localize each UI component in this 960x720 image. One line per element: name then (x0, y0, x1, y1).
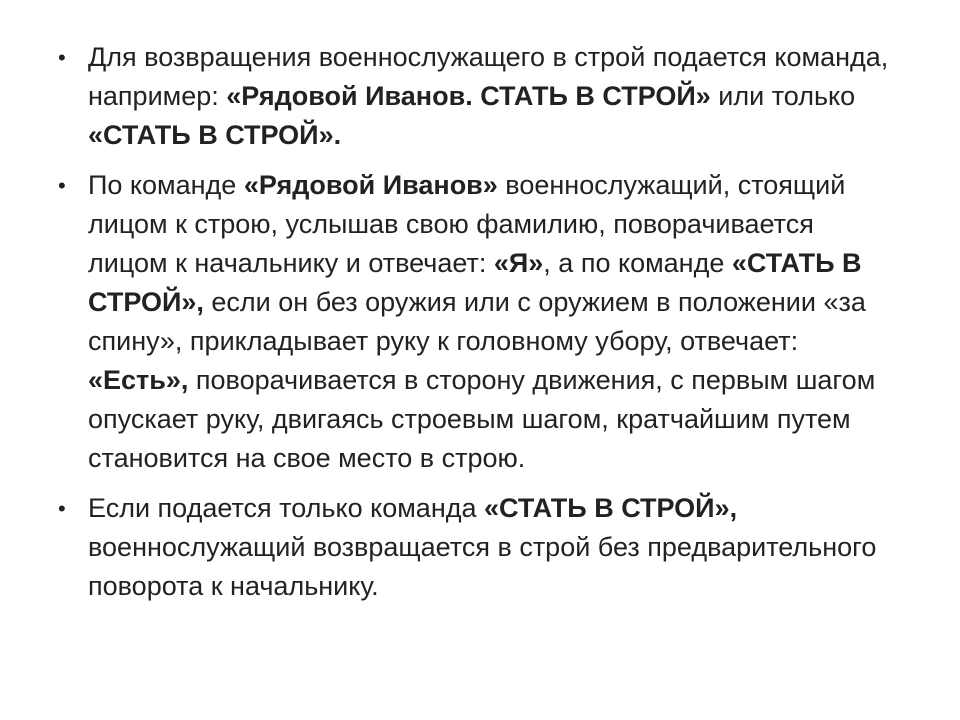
bullet-item (58, 38, 898, 155)
bold-response-text: «Я» (493, 248, 544, 278)
text-segment: По команде (88, 170, 244, 200)
bullet-list (58, 38, 898, 617)
bullet-text (88, 489, 898, 606)
bold-command-text: «СТАТЬ В СТРОЙ», (88, 248, 862, 317)
bold-command-text: «Рядовой Иванов. СТАТЬ В СТРОЙ» (226, 81, 711, 111)
text-segment: Если подается только команда (88, 493, 484, 523)
bullet-item (58, 489, 898, 606)
bullet-text (88, 166, 898, 478)
bullet-item (58, 166, 898, 478)
bullet-marker: • (58, 173, 66, 198)
text-segment: военнослужащий, стоящий лицом к строю, услышав свою фамилию, поворачивается лицом к начальнику и отвечает: (88, 170, 846, 278)
bold-command-text: «СТАТЬ В СТРОЙ». (88, 120, 342, 150)
text-segment: или только (710, 81, 856, 111)
bold-command-text: «СТАТЬ В СТРОЙ», (484, 493, 738, 523)
text-segment: если он без оружия или с оружием в положении «за спину», прикладывает руку к головному убору, отвечает: (88, 287, 866, 356)
text-segment: Для возвращения военнослужащего в строй подается команда, например: (88, 42, 889, 111)
bold-response-text: «Есть», (88, 365, 189, 395)
text-segment: военнослужащий возвращается в строй без предварительного поворота к начальнику. (88, 532, 877, 601)
bullet-marker: • (58, 496, 66, 521)
bold-command-text: «Рядовой Иванов» (243, 170, 498, 200)
text-segment: поворачивается в сторону движения, с первым шагом опускает руку, двигаясь строевым шагом, кратчайшим путем становится на свое место в строю. (88, 365, 876, 473)
bullet-marker: • (58, 45, 66, 70)
text-segment: , а по команде (543, 248, 732, 278)
bullet-text (88, 38, 898, 155)
